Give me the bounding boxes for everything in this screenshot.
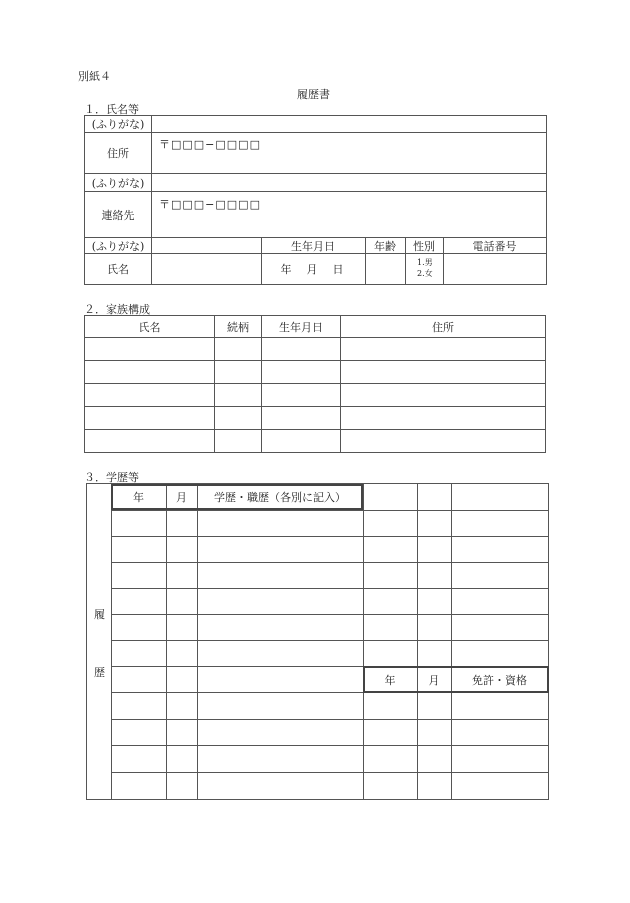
furigana-label-name: (ふりがな) bbox=[91, 239, 145, 253]
family-col-address: 住所 bbox=[341, 316, 546, 338]
birthdate-header: 生年月日 bbox=[291, 239, 335, 253]
furigana-label-address: (ふりがな) bbox=[91, 118, 145, 131]
contact-postal-field[interactable]: 〒□□□−□□□□ bbox=[159, 198, 261, 211]
edu-col-year: 年 bbox=[133, 491, 144, 504]
age-header: 年齢 bbox=[374, 239, 396, 253]
side-label-1: 履 bbox=[94, 608, 105, 621]
section3-heading: ３．学歴等 bbox=[84, 471, 139, 484]
table-row bbox=[85, 384, 546, 407]
section1-heading: １．氏名等 bbox=[84, 103, 139, 116]
section2-heading: ２．家族構成 bbox=[84, 303, 150, 316]
edu-col-month: 月 bbox=[176, 491, 187, 504]
address-postal-field[interactable]: 〒□□□−□□□□ bbox=[159, 138, 261, 151]
sex-options[interactable] bbox=[417, 257, 433, 279]
edu-col-history: 学歴・職歴（各別に記入） bbox=[214, 491, 346, 504]
license-col-year: 年 bbox=[384, 673, 396, 687]
table-row bbox=[85, 430, 546, 453]
side-label-2: 歴 bbox=[94, 666, 105, 679]
table-row bbox=[85, 361, 546, 384]
birthdate-field[interactable]: 年 月 日 bbox=[280, 263, 346, 276]
phone-header: 電話番号 bbox=[472, 239, 517, 253]
name-label: 氏名 bbox=[107, 263, 129, 276]
phone-field[interactable] bbox=[444, 254, 546, 284]
sex-header: 性別 bbox=[413, 239, 435, 253]
personal-info-table bbox=[84, 115, 547, 285]
table-row bbox=[85, 338, 546, 361]
sex-option-female[interactable]: 2.女 bbox=[417, 269, 433, 278]
family-col-relation: 続柄 bbox=[215, 316, 262, 338]
furigana-label-contact: (ふりがな) bbox=[91, 176, 145, 190]
family-table bbox=[84, 315, 546, 453]
contact-label: 連絡先 bbox=[101, 208, 135, 222]
license-col-qualification: 免許・資格 bbox=[472, 673, 527, 687]
age-field[interactable] bbox=[366, 254, 405, 284]
family-col-name: 氏名 bbox=[85, 316, 215, 338]
history-table bbox=[86, 483, 549, 800]
address-label: 住所 bbox=[107, 147, 129, 160]
sex-option-male[interactable]: 1.男 bbox=[417, 258, 433, 267]
table-row bbox=[85, 407, 546, 430]
attachment-label: 別紙４ bbox=[78, 70, 111, 83]
license-col-month: 月 bbox=[428, 673, 440, 687]
page-title: 履歴書 bbox=[297, 88, 330, 101]
name-field[interactable] bbox=[152, 254, 261, 284]
family-col-birthdate: 生年月日 bbox=[262, 316, 341, 338]
